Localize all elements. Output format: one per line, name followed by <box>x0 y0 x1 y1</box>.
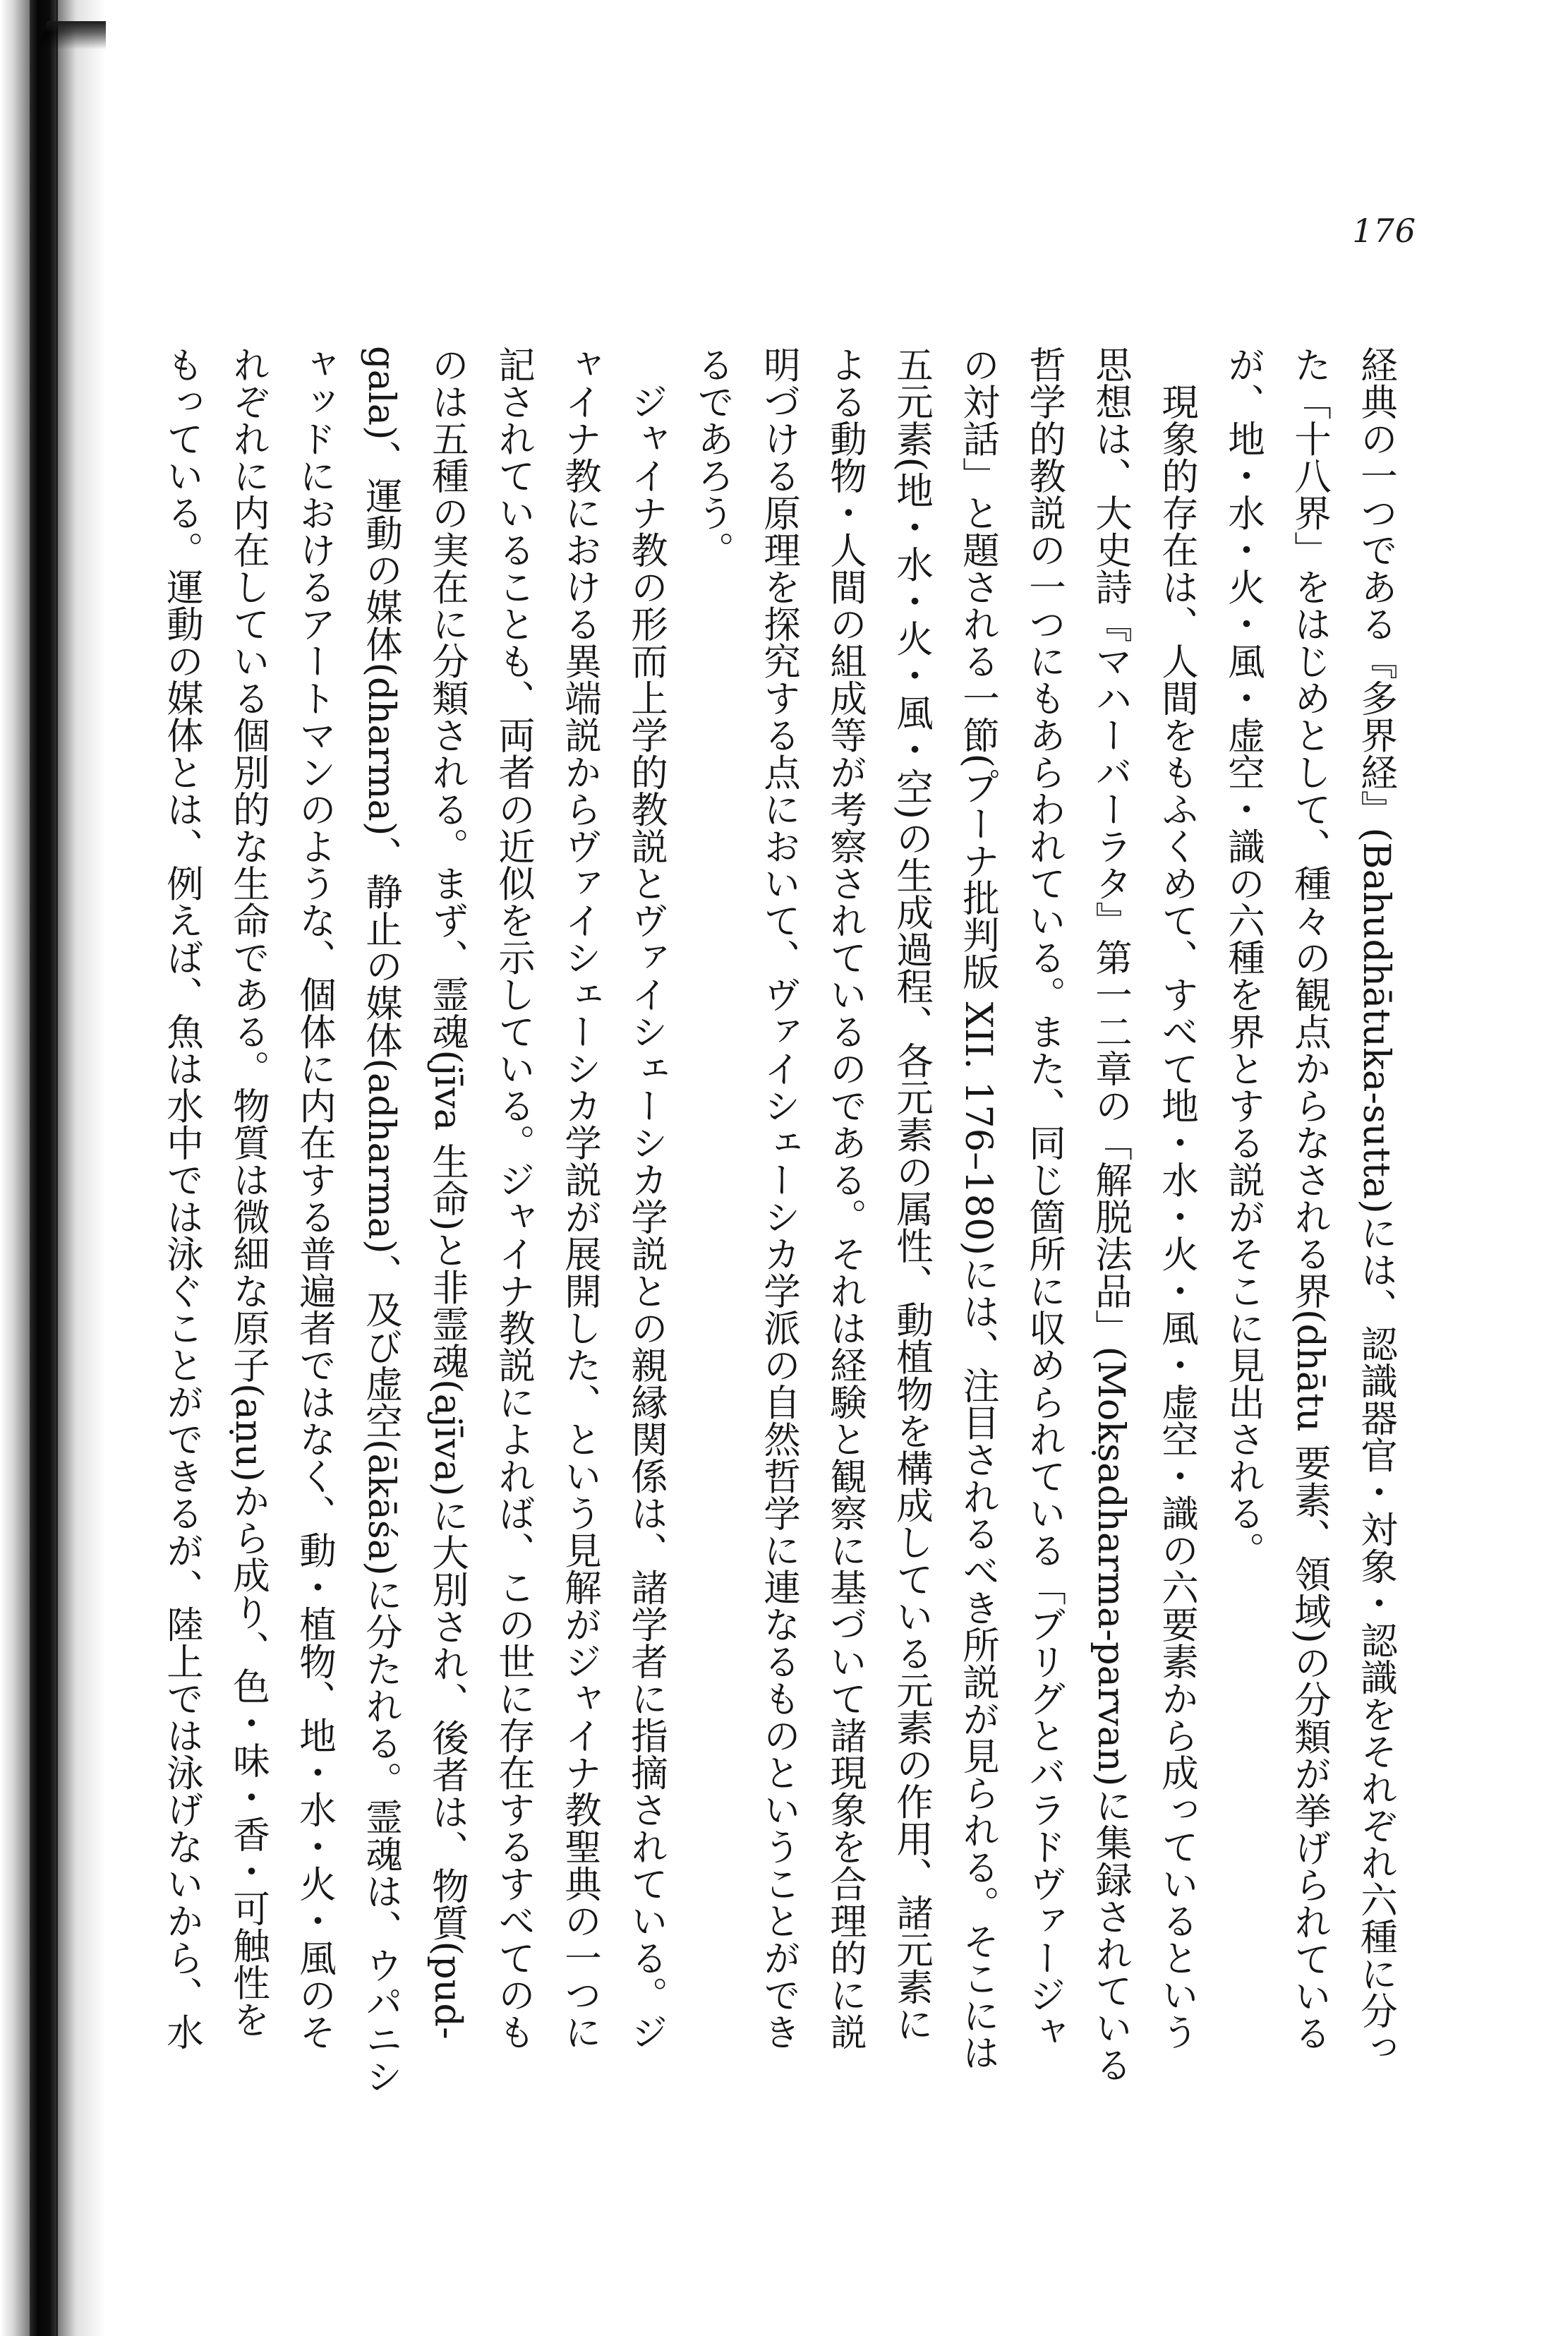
text-line: た「十八界」をはじめとして、種々の観点からなされる界(dhātu 要素、領域)の分類が挙げられている <box>1289 346 1332 2052</box>
text-line: 経典の一つである『多界経』(Bahudhātuka-sutta)には、認識器官・対象・認識をそれぞれ六種に分っ <box>1355 346 1398 2066</box>
binding-top-flare <box>37 21 106 49</box>
text-line: 記されていることも、両者の近似を示している。ジャイナ教説によれば、この世に存在するすべてのも <box>493 346 536 2050</box>
text-line: 明づける原理を探究する点において、ヴァイシェーシカ学派の自然哲学に連なるものということができ <box>758 346 801 2050</box>
text-line: 現象的存在は、人間をもふくめて、すべて地・水・火・風・虚空・識の六要素から成っているという <box>1156 346 1199 2050</box>
paragraph-3 <box>149 346 680 2301</box>
text-line: よる動物・人間の組成等が考察されているのである。それは経験と観察に基づいて諸現象を合理的に説 <box>824 346 867 2050</box>
paragraph-1 <box>1210 346 1409 2301</box>
text-line: の対話」と題される一節(プーナ批判版 XII. 176–180)には、注目されるべき所説が見られる。そこには <box>957 346 1000 2071</box>
text-line: ャッドにおけるアートマンのような、個体に内在する普遍者ではなく、動・植物、地・水・火・風のそ <box>294 346 337 2050</box>
paragraph-2 <box>680 346 1210 2301</box>
page-number: 176 <box>1352 212 1416 250</box>
text-line: のは五種の実在に分類される。まず、霊魂(jīva 生命)と非霊魂(ajīva)に大別され、後者は、物質(pud- <box>426 346 469 2040</box>
text-line: 哲学的教説の一つにもあらわれている。また、同じ箇所に収められている「ブリグとバラドヴァージャ <box>1023 346 1066 2050</box>
binding-shadow-left <box>0 0 31 2336</box>
text-line: 五元素(地・水・火・風・空)の生成過程、各元素の属性、動植物を構成している元素の作用、諸元素に <box>891 346 934 2042</box>
text-line: gala)、運動の媒体(dharma)、静止の媒体(adharma)、及び虚空(ākāśa)に分たれる。霊魂は、ウパニシ <box>360 346 403 2095</box>
text-line: が、地・水・火・風・虚空・識の六種を界とする説がそこに見出される。 <box>1222 346 1265 1569</box>
text-line: るであろう。 <box>692 346 735 568</box>
text-line: ジャイナ教の形而上学的教説とヴァイシェーシカ学説との親縁関係は、諸学者に指摘されている。ジ <box>625 346 668 2050</box>
text-line: ャイナ教における異端説からヴァイシェーシカ学説が展開した、という見解がジャイナ教聖典の一つに <box>559 346 602 2050</box>
text-line: もっている。運動の媒体とは、例えば、魚は水中では泳ぐことができるが、陸上では泳げないから、水 <box>161 346 204 2050</box>
text-line: れぞれに内在している個別的な生命である。物質は微細な原子(aṇu)から成り、色・味・香・可触性を <box>227 346 270 2038</box>
body-text <box>47 346 1409 2301</box>
text-line: 思想は、大史詩『マハーバーラタ』第一二章の「解脱法品」(Mokṣadharma-parvan)に集録されている <box>1090 346 1133 2083</box>
